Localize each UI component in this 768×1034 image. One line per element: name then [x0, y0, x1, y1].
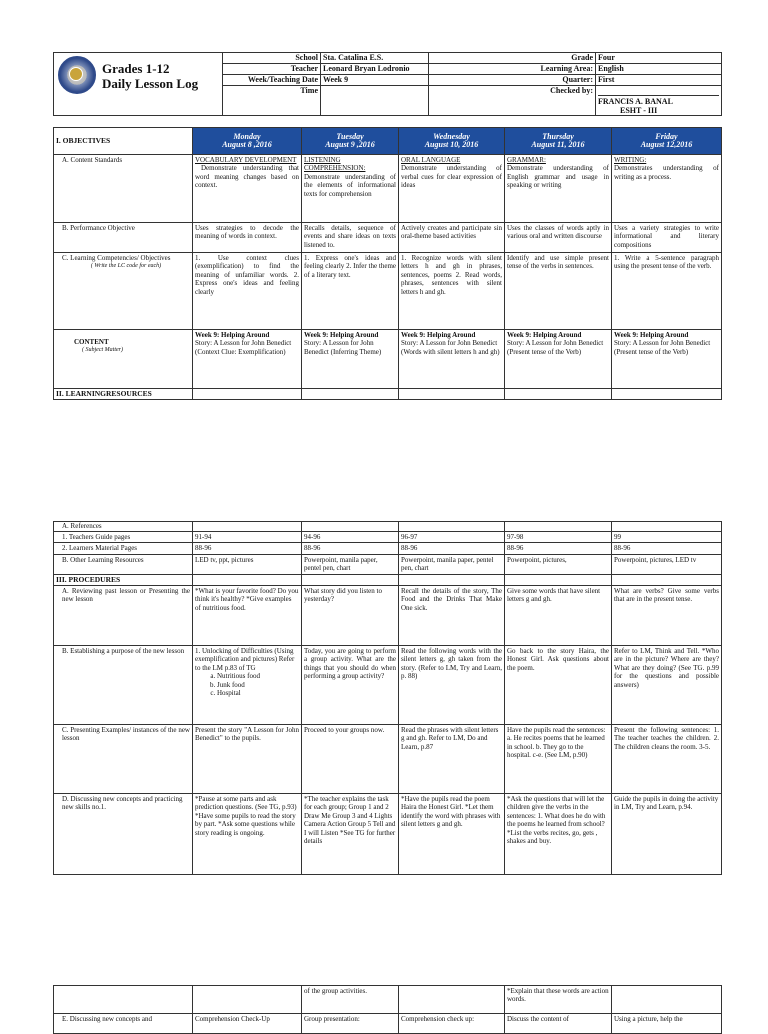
review-thu: Give some words that have silent letters g and gh.: [505, 586, 612, 646]
list-item: c. Hospital: [217, 689, 299, 697]
objectives-title: I. OBJECTIVES: [54, 128, 193, 155]
empty-cell: [505, 522, 612, 532]
purpose-fri: Refer to LM, Think and Tell. *Who are in the picture? Where are they? What are they doing? (See TG. p.99 for the questions and possible answers): [612, 646, 722, 725]
content-label: CONTENT: [74, 338, 109, 346]
tg-mon: 91-94: [193, 532, 302, 543]
content-standards-label: A. Content Standards: [54, 155, 193, 223]
review-fri: What are verbs? Give some verbs that are in the present tense.: [612, 586, 722, 646]
discussing-2-wed: Comprehension check up:: [399, 1014, 505, 1034]
empty-cell: [399, 522, 505, 532]
learning-area-value: English: [596, 64, 722, 75]
teacher-label: Teacher: [223, 64, 321, 75]
content-wed: Week 9: Helping Around Story: A Lesson for John Benedict (Words with silent letters h and gh): [399, 330, 505, 389]
discussing-2-mon: Comprehension Check-Up: [193, 1014, 302, 1034]
competencies-wed: 1. Recognize words with silent letters h and gh in phrases, sentences, poems 2. Read words, phrases, sentences with silent letters h and gh.: [399, 253, 505, 330]
tg-pages-label: 1. Teachers Guide pages: [54, 532, 193, 543]
day-header-monday: Monday August 8 ,2016: [193, 128, 302, 155]
discussing-label: D. Discussing new concepts and practicing new skills no.1.: [54, 794, 193, 875]
title-block: [54, 53, 223, 116]
content-standard-tue: LISTENING COMPREHENSION: Demonstrate understanding of the elements of informational texts for comprehension: [302, 155, 399, 223]
presenting-fri: Present the following sentences: 1. The teacher teaches the children. 2. The children cleans the room. 3-5.: [612, 725, 722, 794]
other-wed: Powerpoint, manila paper, pentel pen, chart: [399, 554, 505, 574]
other-fri: Powerpoint, pictures, LED tv: [612, 554, 722, 574]
review-wed: Recall the details of the story, The Food and the Drinks That Make One sick.: [399, 586, 505, 646]
learning-area-label: Learning Area:: [429, 64, 596, 75]
time-value: [321, 86, 429, 116]
tg-fri: 99: [612, 532, 722, 543]
review-mon: *What is your favorite food? Do you think it's healthy? *Give examples of nutritious food.: [193, 586, 302, 646]
lm-wed: 88-96: [399, 543, 505, 554]
empty-cell: [193, 389, 302, 400]
content-label-cell: [54, 330, 193, 389]
unlocking-difficulties-text: 1. Unlocking of Difficulties (Using exemplification and pictures) Refer to the LM p.83 of TG: [195, 647, 295, 672]
competencies-thu: Identify and use simple present tense of the verbs in sentences.: [505, 253, 612, 330]
other-tue: Powerpoint, manila paper, pentel pen, chart: [302, 554, 399, 574]
lm-mon: 88-96: [193, 543, 302, 554]
references-label: A. References: [54, 522, 193, 532]
content-standard-fri: WRITING: Demonstrates understanding of writing as a process.: [612, 155, 722, 223]
discussing-2-tue: Group presentation:: [302, 1014, 399, 1034]
cont-cell-thu: *Explain that these words are action words.: [505, 986, 612, 1014]
discussing-wed: *Have the pupils read the poem Haira the Honest Girl. *Let them identify the word with phrases with silent letters g and gh.: [399, 794, 505, 875]
deped-seal-icon: [58, 56, 96, 94]
day-header-wednesday: Wednesday August 10, 2016: [399, 128, 505, 155]
lm-thu: 88-96: [505, 543, 612, 554]
school-label: School: [223, 53, 321, 64]
content-standard-thu: GRAMMAR: Demonstrate understanding of English grammar and usage in speaking or writing: [505, 155, 612, 223]
content-standard-mon: VOCABULARY DEVELOPMENT Demonstrate understanding that word meaning changes based on context.: [193, 155, 302, 223]
empty-cell: [399, 574, 505, 585]
other-thu: Powerpoint, pictures,: [505, 554, 612, 574]
other-mon: LED tv, ppt, pictures: [193, 554, 302, 574]
day-header-thursday: Thursday August 11, 2016: [505, 128, 612, 155]
lm-tue: 88-96: [302, 543, 399, 554]
cont-cell: [193, 986, 302, 1014]
presenting-thu: Have the pupils read the sentences: a. He recites poems that he learned in school. b. They go to the hospital. c-e. (See LM, p.90): [505, 725, 612, 794]
time-label: Time: [223, 86, 321, 116]
purpose-tue: Today, you are going to perform a group activity. What are the things that you should do when performing a group activity?: [302, 646, 399, 725]
form-title: [102, 61, 198, 91]
grade-value: Four: [596, 53, 722, 64]
empty-cell: [302, 522, 399, 532]
empty-cell: [505, 574, 612, 585]
competencies-label-text: C. Learning Competencies/ Objectives: [62, 254, 171, 262]
school-value: Sta. Catalina E.S.: [321, 53, 429, 64]
review-label: A. Reviewing past lesson or Presenting the new lesson: [54, 586, 193, 646]
performance-objective-label: B. Performance Objective: [54, 223, 193, 253]
tg-thu: 97-98: [505, 532, 612, 543]
procedures-table: [53, 521, 722, 875]
other-resources-label: B. Other Learning Resources: [54, 554, 193, 574]
cont-cell: [612, 986, 722, 1014]
quarter-value: First: [596, 75, 722, 86]
competencies-tue: 1. Express one's ideas and feeling clearly 2. Infer the theme of a literary text.: [302, 253, 399, 330]
list-item: a. Nutritious food: [217, 672, 299, 680]
lm-fri: 88-96: [612, 543, 722, 554]
cont-cell: [399, 986, 505, 1014]
content-thu: Week 9: Helping Around Story: A Lesson for John Benedict (Present tense of the Verb): [505, 330, 612, 389]
presenting-wed: Read the phrases with silent letters g and gh. Refer to LM, Do and Learn, p.87: [399, 725, 505, 794]
content-note: ( Subject Matter): [82, 347, 123, 354]
tg-tue: 94-96: [302, 532, 399, 543]
procedures-title: III. PROCEDURES: [54, 574, 193, 585]
checked-by-label: Checked by:: [429, 86, 596, 116]
learning-competencies-label: [54, 253, 193, 330]
empty-cell: [399, 389, 505, 400]
checked-by-name: FRANCIS A. BANAL: [598, 95, 719, 106]
objectives-table: [53, 127, 722, 400]
day-header-tuesday: Tuesday August 9 ,2016: [302, 128, 399, 155]
discussing-2-label: E. Discussing new concepts and: [54, 1014, 193, 1034]
discussing-fri: Guide the pupils in doing the activity in LM, Try and Learn, p.94.: [612, 794, 722, 875]
presenting-label: C. Presenting Examples/ instances of the new lesson: [54, 725, 193, 794]
competencies-note: ( Write the LC code for each): [90, 263, 162, 270]
discussing-tue: *The teacher explains the task for each group; Group 1 and 2 Draw Me Group 3 and 4 Lights Camera Action Group 5 Tell and I will Listen *See TG for further details: [302, 794, 399, 875]
checked-by-value: [596, 86, 722, 116]
empty-cell: [302, 389, 399, 400]
cont-cell-tue: of the group activities.: [302, 986, 399, 1014]
review-tue: What story did you listen to yesterday?: [302, 586, 399, 646]
difficulty-word-list: [195, 672, 299, 697]
discussing-2-thu: Discuss the content of: [505, 1014, 612, 1034]
discussing-2-fri: Using a picture, help the: [612, 1014, 722, 1034]
discussing-thu: *Ask the questions that will let the children give the verbs in the sentences: 1. What does he do with the poems he learned from school? *List the verbs recites, go, gets , shakes and buy.: [505, 794, 612, 875]
title-line-2: Daily Lesson Log: [102, 76, 199, 91]
empty-cell: [612, 522, 722, 532]
header-table: [53, 52, 722, 116]
quarter-label: Quarter:: [429, 75, 596, 86]
cont-cell: [54, 986, 193, 1014]
learning-resources-title: II. LEARNINGRESOURCES: [54, 389, 193, 400]
list-item: b. Junk food: [217, 681, 299, 689]
competencies-fri: 1. Write a 5-sentence paragraph using the present tense of the verb.: [612, 253, 722, 330]
title-line-1: Grades 1-12: [102, 61, 170, 76]
content-tue: Week 9: Helping Around Story: A Lesson for John Benedict (Inferring Theme): [302, 330, 399, 389]
competencies-mon: 1. Use context clues (exemplification) to find the meaning of unfamiliar words. 2. Express one's ideas and feeling clearly: [193, 253, 302, 330]
performance-fri: Uses a variety strategies to write informational and literary compositions: [612, 223, 722, 253]
empty-cell: [612, 574, 722, 585]
purpose-wed: Read the following words with the silent letters g, gh taken from the story. (Refer to LM, Try and Learn, p. 88): [399, 646, 505, 725]
lm-pages-label: 2. Learners Material Pages: [54, 543, 193, 554]
empty-cell: [193, 574, 302, 585]
empty-cell: [302, 574, 399, 585]
checked-by-title: ESHT - III: [620, 106, 658, 115]
presenting-tue: Proceed to your groups now.: [302, 725, 399, 794]
empty-cell: [193, 522, 302, 532]
purpose-thu: Go back to the story Haira, the Honest Girl. Ask questions about the poem.: [505, 646, 612, 725]
empty-cell: [505, 389, 612, 400]
tg-wed: 96-97: [399, 532, 505, 543]
performance-tue: Recalls details, sequence of events and share ideas on texts listened to.: [302, 223, 399, 253]
presenting-mon: Present the story "A Lesson for John Benedict" to the pupils.: [193, 725, 302, 794]
performance-mon: Uses strategies to decode the meaning of words in context.: [193, 223, 302, 253]
continuation-table: [53, 985, 722, 1034]
grade-label: Grade: [429, 53, 596, 64]
content-mon: Week 9: Helping Around Story: A Lesson for John Benedict (Context Clue: Exemplification): [193, 330, 302, 389]
day-header-friday: Friday August 12,2016: [612, 128, 722, 155]
week-value: Week 9: [321, 75, 429, 86]
purpose-mon: [193, 646, 302, 725]
content-standard-wed: ORAL LANGUAGE Demonstrate understanding of verbal cues for clear expression of ideas: [399, 155, 505, 223]
teacher-value: Leonard Bryan Lodronio: [321, 64, 429, 75]
discussing-mon: *Pause at some parts and ask prediction questions. (See TG, p.93) *Have some pupils to read the story by part. *Ask some questions while story reading is ongoing.: [193, 794, 302, 875]
week-label: Week/Teaching Date: [223, 75, 321, 86]
purpose-label: B. Establishing a purpose of the new lesson: [54, 646, 193, 725]
empty-cell: [612, 389, 722, 400]
performance-thu: Uses the classes of words aptly in various oral and written discourse: [505, 223, 612, 253]
performance-wed: Actively creates and participate sin oral-theme based activities: [399, 223, 505, 253]
content-fri: Week 9: Helping Around Story: A Lesson for John Benedict (Present tense of the Verb): [612, 330, 722, 389]
